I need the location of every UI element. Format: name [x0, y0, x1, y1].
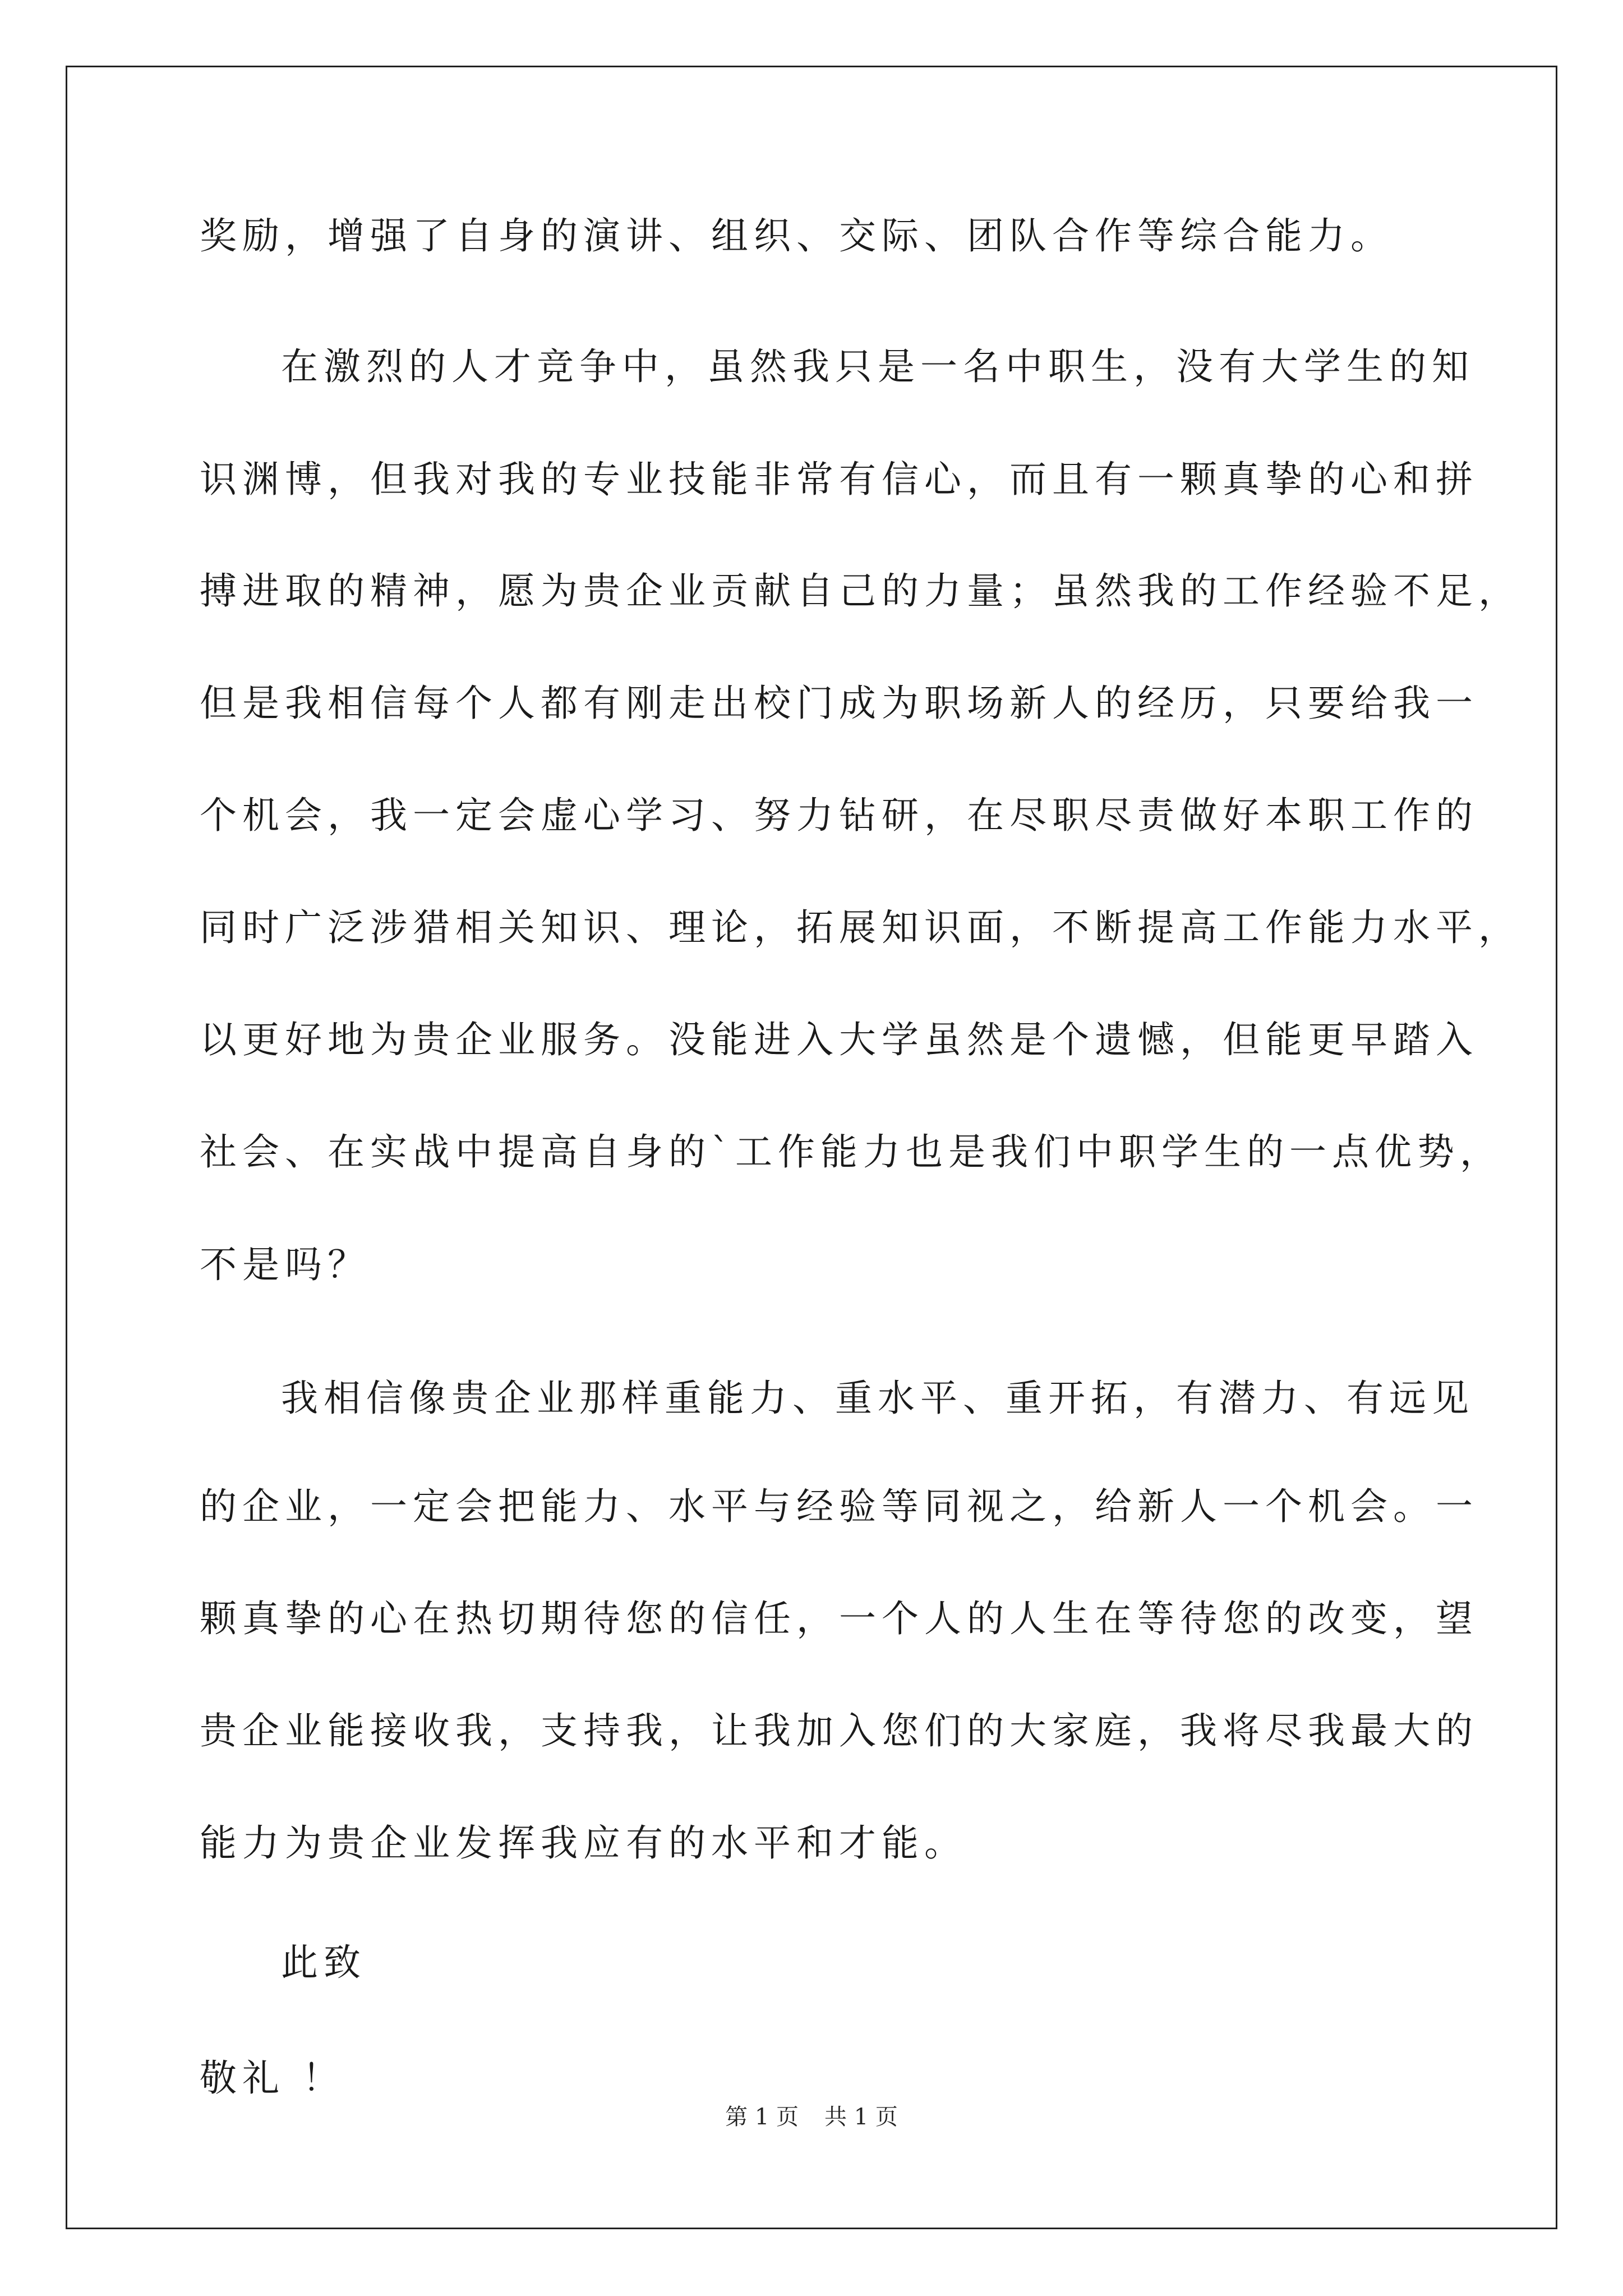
text-line: 识渊博，但我对我的专业技能非常有信心，而且有一颗真挚的心和拼	[200, 458, 1478, 501]
closing-salutation: 此致	[281, 1941, 366, 1984]
text-line: 个机会，我一定会虚心学习、努力钻研，在尽职尽责做好本职工作的	[200, 794, 1478, 837]
text-line: 能力为贵企业发挥我应有的水平和才能。	[200, 1821, 967, 1865]
text-line: 不是吗？	[200, 1243, 370, 1286]
paragraph-start-line: 在激烈的人才竞争中，虽然我只是一名中职生，没有大学生的知	[281, 345, 1474, 388]
page-total: 共 1 页	[824, 2104, 898, 2130]
text-line: 搏进取的精神，愿为贵企业贡献自己的力量；虽然我的工作经验不足，	[200, 569, 1521, 613]
text-line: 以更好地为贵企业服务。没能进入大学虽然是个遗憾，但能更早踏入	[200, 1018, 1478, 1061]
text-line: 同时广泛涉猎相关知识、理论，拓展知识面，不断提高工作能力水平，	[200, 906, 1521, 949]
paragraph-start-line: 我相信像贵企业那样重能力、重水平、重开拓，有潜力、有远见	[281, 1377, 1474, 1420]
text-line: 社会、在实战中提高自身的`工作能力也是我们中职学生的一点优势，	[200, 1130, 1502, 1174]
page-number: 第 1 页	[725, 2104, 799, 2130]
page-footer	[0, 2099, 1623, 2131]
text-line: 奖励，增强了自身的演讲、组织、交际、团队合作等综合能力。	[200, 214, 1393, 257]
text-line: 贵企业能接收我，支持我，让我加入您们的大家庭，我将尽我最大的	[200, 1709, 1478, 1752]
closing-regards: 敬礼 ！	[200, 2056, 345, 2100]
text-line: 但是我相信每个人都有刚走出校门成为职场新人的经历，只要给我一	[200, 682, 1478, 725]
text-line: 的企业，一定会把能力、水平与经验等同视之，给新人一个机会。一	[200, 1485, 1478, 1528]
text-line: 颗真挚的心在热切期待您的信任，一个人的人生在等待您的改变，望	[200, 1597, 1478, 1640]
